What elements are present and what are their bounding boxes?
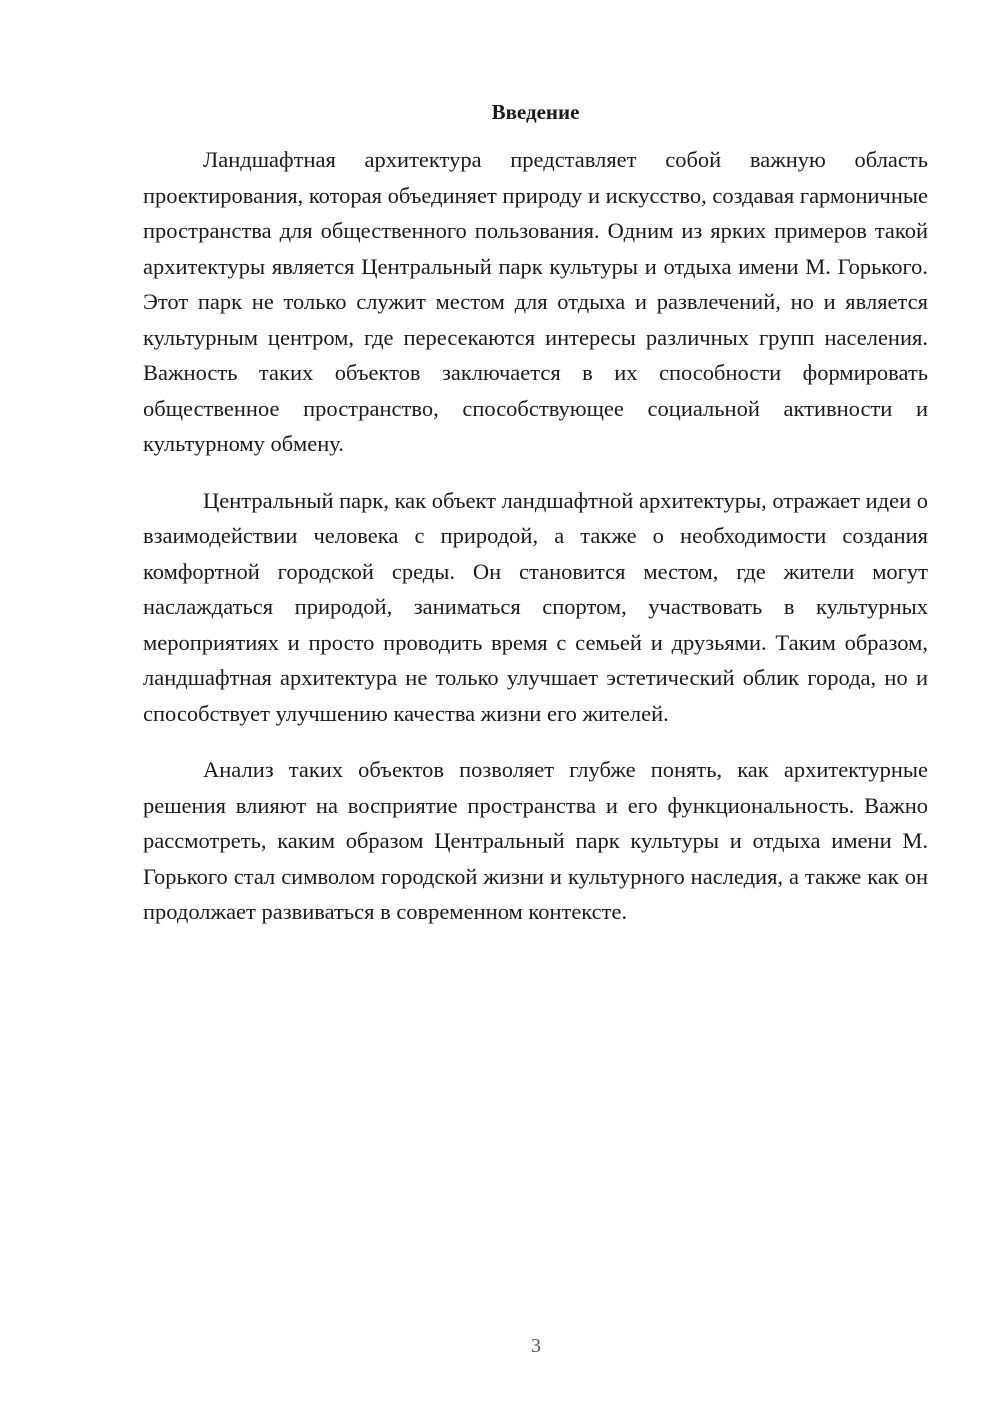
section-title: Введение [491,100,580,124]
paragraph-1: Ландшафтная архитектура представляет собой важную область проектирования, которая объединяет природу и искусство, создавая гармоничные пространства для общественного пользования. Одним из ярких примеров такой архитектуры является Центральный парк культуры и отдыха имени М. Горького. Этот парк не только служит местом для отдыха и развлечений, но и является культурным центром, где пересекаются интересы различных групп населения. Важность таких объектов заключается в их способности формировать общественное пространство, способствующее социальной активности и культурному обмену. [143,147,928,456]
body-text [143,142,928,951]
paragraph-3: Анализ таких объектов позволяет глубже понять, как архитектурные решения влияют на восприятие пространства и его функциональность. Важно рассмотреть, каким образом Центральный парк культуры и отдыха имени М. Горького стал символом городской жизни и культурного наследия, а также как он продолжает развиваться в современном контексте. [143,757,928,924]
page-number: 3 [531,1335,541,1357]
paragraph-2: Центральный парк, как объект ландшафтной архитектуры, отражает идеи о взаимодействии человека с природой, а также о необходимости создания комфортной городской среды. Он становится местом, где жители могут наслаждаться природой, заниматься спортом, участвовать в культурных мероприятиях и просто проводить время с семьей и друзьями. Таким образом, ландшафтная архитектура не только улучшает эстетический облик города, но и способствует улучшению качества жизни его жителей. [143,487,929,726]
